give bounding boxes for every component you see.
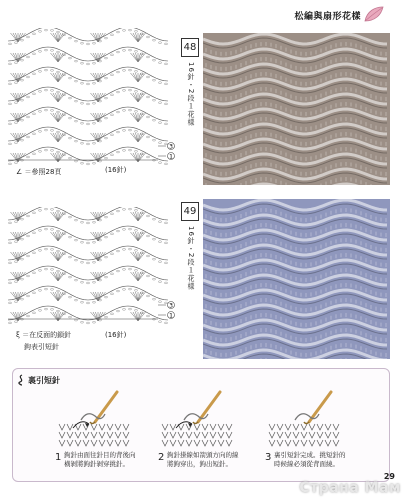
row-marker: 3 bbox=[169, 302, 173, 310]
page-number: 29 bbox=[383, 472, 395, 481]
step-text: 鉤針由面往針目的背後向橫剝將鉤針剝穿挑針。 bbox=[64, 451, 136, 468]
legend-49-line2: 鉤表引短針 bbox=[24, 343, 59, 351]
reverse-stitch-symbol-icon bbox=[16, 374, 26, 386]
step-number: 1 bbox=[55, 452, 62, 463]
legend-text: ＝參照28頁 bbox=[24, 168, 62, 176]
step-number: 3 bbox=[265, 452, 272, 463]
pattern-repeat-text-49: 16針・2段１花樣 bbox=[187, 226, 195, 291]
swatch-photo-48 bbox=[203, 33, 390, 185]
site-watermark: Страна Мам bbox=[299, 480, 401, 496]
pattern-number-48: 48 bbox=[181, 38, 199, 57]
repeat-width-label: (16針) bbox=[105, 331, 127, 339]
row-marker: 1 bbox=[169, 153, 173, 161]
legend-symbol: ∠ bbox=[16, 168, 23, 176]
page-header-title: 松編與扇形花樣 bbox=[294, 12, 361, 22]
technique-title: 裏引短針 bbox=[28, 376, 60, 385]
step-text: 鉤針掛線如箭頭方向的線將鉤穿出，鉤出短針。 bbox=[167, 451, 239, 468]
technique-step-2-illustration bbox=[158, 390, 238, 450]
step-number: 2 bbox=[158, 452, 165, 463]
leaf-ornament-icon bbox=[363, 5, 385, 23]
crochet-chart-49 bbox=[8, 207, 178, 337]
crochet-chart-48 bbox=[8, 28, 178, 178]
swatch-photo-49 bbox=[203, 199, 390, 359]
pattern-repeat-text-48: 16針・2段１花樣 bbox=[187, 62, 195, 127]
legend-49 bbox=[16, 330, 71, 340]
repeat-width-label: (16針) bbox=[105, 166, 127, 174]
step-text: 裏引短針完成。挑短針的時候線必須從背面繞。 bbox=[274, 451, 346, 468]
legend-text: ＝在反面的鎖針 bbox=[22, 331, 72, 339]
technique-step-1-illustration bbox=[55, 390, 135, 450]
legend-48 bbox=[16, 167, 61, 177]
technique-step-3-illustration bbox=[265, 390, 345, 450]
pattern-number-49: 49 bbox=[181, 202, 199, 221]
row-marker: 1 bbox=[169, 312, 173, 320]
legend-symbol: ξ bbox=[16, 331, 20, 339]
row-marker: 3 bbox=[169, 143, 173, 151]
